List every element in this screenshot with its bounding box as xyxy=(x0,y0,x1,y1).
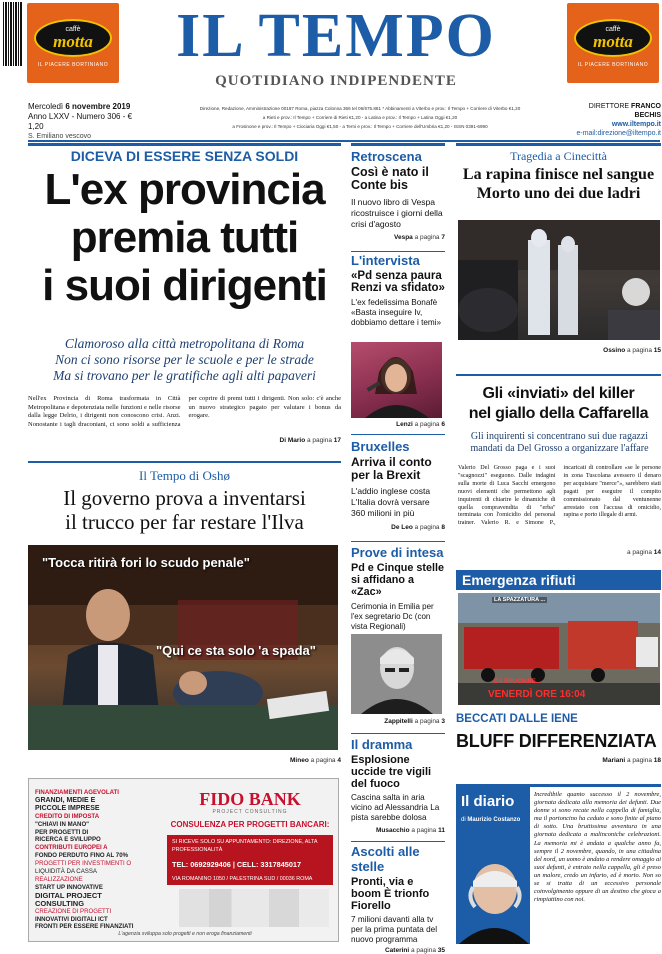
retroscena-title: Così è nato il Conte bis xyxy=(351,165,429,192)
saint-of-day: S. Emiliano vescovo xyxy=(28,133,92,140)
page-label: a pagina xyxy=(414,421,440,428)
lead-headline-line: premia tutti xyxy=(70,213,299,262)
page-label: a pagina xyxy=(627,757,652,764)
lead-deck-line: Clamoroso alla città metropolitana di Roma xyxy=(64,336,305,351)
page-label: a pagina xyxy=(310,757,336,764)
rifiuti-photo-caption-1: DA BRUCIARE... xyxy=(494,679,541,685)
motta-brand-text: motta xyxy=(593,31,633,51)
caffarella-page-number: 14 xyxy=(653,549,661,556)
rifiuti-section-banner: Emergenza rifiuti xyxy=(456,570,661,590)
fido-brand: FIDO BANK xyxy=(199,789,301,809)
lead-kicker: DICEVA DI ESSERE SENZA SOLDI xyxy=(70,148,299,164)
intesa-title: Pd e Cinque stelle si affidano a «Zac» xyxy=(351,562,444,598)
page-label: a pagina xyxy=(411,827,437,834)
bruxelles-title: Arriva il conto per la Brexit xyxy=(351,455,432,482)
diario-box[interactable] xyxy=(456,784,661,944)
page-label: a pagina xyxy=(414,524,440,531)
rifiuti-photo[interactable] xyxy=(458,593,660,705)
ilva-page-number: 4 xyxy=(337,757,341,764)
lead-pageref[interactable] xyxy=(200,437,341,444)
divider xyxy=(351,434,445,435)
fido-line: FRONTI PER ESSERE FINANZIATI xyxy=(35,923,134,931)
director-label: DIRETTORE xyxy=(588,103,630,110)
lead-headline-line: i suoi dirigenti xyxy=(42,261,327,310)
cinecitta-author: Ossino xyxy=(603,347,626,354)
ilva-headline[interactable] xyxy=(28,486,341,534)
rifiuti-page-number: 18 xyxy=(653,757,661,764)
bruxelles-body: L'addio inglese costa L'Italia dovrà versare 360 milioni in più xyxy=(351,486,431,518)
fido-line: REALIZZAZIONE xyxy=(35,875,83,883)
fido-phone[interactable]: TEL: 0692929406 | CELL: 3317845017 xyxy=(172,860,302,869)
edition-info xyxy=(28,102,148,141)
caffarella-deck: Gli inquirenti si concentrano sui due ragazzi mandati da Del Grosso a organizzare l'affare xyxy=(470,431,649,454)
divider xyxy=(351,251,445,252)
address-line-2: a Rieti e prov.: Il Tempo + Corriere di Rieti €1,20 - a Latina e prov.: Il Tempo + Latina Oggi €1,20 xyxy=(262,115,458,120)
lead-deck-line: Ma si trovano per le gratifiche agli alti papaveri xyxy=(53,368,316,383)
website-link[interactable]: www.iltempo.it xyxy=(611,121,661,128)
rifiuti-headline[interactable]: BLUFF DIFFERENZIATA xyxy=(456,731,657,751)
caffarella-top-rule xyxy=(456,374,661,376)
diario-byline xyxy=(461,817,529,823)
masthead-address xyxy=(160,104,560,131)
retroscena-page-number: 7 xyxy=(441,234,445,241)
barcode-number xyxy=(1,67,25,73)
divider xyxy=(351,541,445,542)
retroscena-body: Il nuovo libro di Vespa ricostruisce i giorni della crisi d'agosto xyxy=(351,197,443,229)
forensic-scene-illustration xyxy=(458,220,660,340)
middle-column-top-rule xyxy=(351,143,445,146)
retroscena-item[interactable] xyxy=(351,149,445,241)
lead-author: Di Mario xyxy=(279,437,306,444)
fido-brand-sub: PROJECT CONSULTING xyxy=(212,809,288,815)
issue-number: Anno LXXV - Numero 306 - € 1,20 xyxy=(28,112,133,131)
fido-line: INNOVATIVI DIGITALI ICT xyxy=(35,915,108,923)
lead-body: Nell'ex Provincia di Roma trasformata in Città Metropolitana e depotenziata nelle funzioni e nelle risorse dalla legge Delrio, i dirigenti non conoscono crisi. Anzi. Nonostante i tagli draconiani, ci sono soldi a sufficienza per coprire di premi tutti i dirigenti. Non solo: c'è anche un nuovo strategico pagato per valutare i bonus da erogare. xyxy=(28,395,341,428)
intesa-body: Cerimonia in Emilia per l'ex segretario Dc (con vista Regionali) xyxy=(351,602,434,631)
issue-date: 6 novembre 2019 xyxy=(65,102,131,111)
motta-tagline: IL PIACERE BORTINIANO xyxy=(577,61,649,68)
bruxelles-item[interactable] xyxy=(351,439,445,531)
retroscena-section: Retroscena xyxy=(351,149,422,164)
intervista-section: L'intervista xyxy=(351,253,420,268)
retroscena-author: Vespa xyxy=(394,234,413,241)
intervista-item[interactable] xyxy=(351,253,445,328)
caffarella-headline[interactable] xyxy=(456,384,661,424)
ilva-author: Mineo xyxy=(290,757,309,764)
cinecitta-headline-line: Morto uno dei due ladri xyxy=(476,185,641,202)
fido-line: "CHIAVI IN MANO" xyxy=(35,820,90,828)
ascolti-author: Caterini xyxy=(384,947,410,954)
cinecitta-kicker: Tragedia a Cinecittà xyxy=(510,149,607,163)
dramma-section: Il dramma xyxy=(351,737,413,752)
intervista-title: «Pd senza paura Renzi va sfidato» xyxy=(351,270,445,294)
cinecitta-page-number: 15 xyxy=(653,347,661,354)
motta-caffe-text: caffè xyxy=(605,25,621,33)
fido-line: FINANZIAMENTI AGEVOLATI xyxy=(35,789,119,796)
address-line-3: a Frosinone e prov.: Il Tempo + Ciociaria Oggi €1,50 - a Terni e prov.: Il Tempo + Corriere dell'Umbria €1,20 - ISSN 0391-6990 xyxy=(232,124,488,129)
masthead-rule xyxy=(28,140,660,142)
intesa-author: Zappitelli xyxy=(384,718,413,725)
right-column-top-rule xyxy=(456,143,661,146)
bonafe-photo[interactable] xyxy=(351,342,442,418)
caffarella-pageref[interactable] xyxy=(456,549,661,556)
director-name: FRANCO BECHIS xyxy=(631,103,661,119)
masthead-title[interactable]: IL TEMPO xyxy=(176,2,496,70)
fido-buildings-graphic xyxy=(179,889,329,927)
fido-left-column xyxy=(35,789,155,931)
motta-logo xyxy=(574,19,652,57)
ascolti-section: Ascolti alle stelle xyxy=(351,844,420,874)
fido-line: CREAZIONE DI PROGETTI xyxy=(35,907,112,915)
dramma-page-number: 11 xyxy=(438,827,445,834)
diario-body: Incredibile quanto successo il 2 novembre, giornata dedicata alla memoria dei defunti. Due donne si sono recate nella cappella di famiglia, ma il portoncino ha ceduto e sono finite al piano di sotto. Una bruttissima avventura in una giornata dedicata a malinconiche celebrazioni. La memoria mi è andata a qualche anno fa, sempre il 2 novembre, quando, in una cittadina del nord, un uomo è andato a rendere omaggio ai suoi defunti, è entrato nella cappella, gli è preso un malore, credo un infarto, ed è morto. Non so se si tratta di un eccessivo personale coinvolgimento oppure di un destino che gioca a rimpiattino con noi. xyxy=(534,791,661,904)
fido-line: CONSULTING xyxy=(35,898,85,908)
director-box xyxy=(565,102,661,138)
page-label: a pagina xyxy=(414,234,440,241)
fido-line: CONTRIBUTI EUROPEI A xyxy=(35,844,108,852)
ilva-headline-line: il trucco per far restare l'Ilva xyxy=(65,510,304,534)
rifiuti-photo-timestamp: VENERDÌ ORE 16:04 xyxy=(488,689,586,700)
fido-address: VIA ROMANINO 1050 / PALESTRINA SUD / 00036 ROMA xyxy=(172,876,313,882)
rifiuti-kicker: BECCATI DALLE IENE xyxy=(456,713,578,725)
diario-section: Il diario xyxy=(461,793,515,810)
rifiuti-photo-caption-top: LA SPAZZATURA ... xyxy=(494,597,546,603)
lead-page-number: 17 xyxy=(333,437,341,444)
fido-line: DIGITAL PROJECT xyxy=(35,890,102,900)
fido-headline: CONSULENZA PER PROGETTI BANCARI: xyxy=(170,820,330,829)
intesa-pageref[interactable] xyxy=(351,718,445,725)
page-label: a pagina xyxy=(411,947,436,954)
ascolti-title: Pronti, via e boom È trionfo Fiorello xyxy=(351,876,430,912)
motta-ad-right[interactable] xyxy=(567,3,659,83)
intervista-author: Lenzi xyxy=(396,421,413,428)
fido-line: CREDITO DI IMPOSTA xyxy=(35,812,100,820)
fido-line: PROGETTI PER INVESTIMENTI O xyxy=(35,860,132,868)
fido-band-text: SI RICEVE SOLO SU APPUNTAMENTO: DIREZIONE, ALTA PROFESSIONALITÀ xyxy=(172,839,318,853)
fido-line: RICERCA E SVILUPPO xyxy=(35,836,101,844)
fido-bank-ad[interactable] xyxy=(28,778,339,942)
caffarella-headline-line: nel giallo della Caffarella xyxy=(468,405,649,422)
fido-line: START UP INNOVATIVE xyxy=(35,883,103,891)
cinecitta-photo[interactable] xyxy=(458,220,660,340)
page-label: a pagina xyxy=(307,437,332,444)
fido-line: FONDO PERDUTO FINO AL 70% xyxy=(35,852,128,860)
lead-top-rule xyxy=(28,143,341,146)
ilva-quote-2: "Qui ce sta solo 'a spada" xyxy=(156,643,316,658)
dramma-body: Cascina salta in aria vicino ad Alessandria La pista sarebbe dolosa xyxy=(351,793,440,822)
woman-portrait-illustration xyxy=(351,342,442,418)
ascolti-page-number: 35 xyxy=(437,947,445,954)
rifiuti-pageref[interactable] xyxy=(456,757,661,764)
fido-red-panel xyxy=(167,835,333,885)
diario-sidebar xyxy=(456,787,530,944)
cinecitta-headline-line: La rapina finisce nel sangue xyxy=(462,166,655,183)
dramma-author: Musacchio xyxy=(375,827,410,834)
motta-tagline: IL PIACERE BORTINIANO xyxy=(37,61,109,68)
bruxelles-section: Bruxelles xyxy=(351,439,410,454)
rifiuti-author: Mariani xyxy=(602,757,626,764)
address-line: Direzione, Redazione, Amministrazione 00187 Roma, piazza Colonna 366 tel 06/675.881 * Abbinamenti a Viterbo e prov.: Il Tempo + Corriere di Viterbo €1,20 xyxy=(199,106,521,111)
cinecitta-pageref[interactable] xyxy=(456,347,661,354)
email-link[interactable]: e-mail:direzione@iltempo.it xyxy=(576,130,661,137)
intervista-body: L'ex fedelissima Bonafè «Basta inseguire Iv, dobbiamo dettare i temi» xyxy=(351,298,442,327)
cinecitta-headline[interactable] xyxy=(456,165,661,203)
motta-caffe-text: caffè xyxy=(65,25,81,33)
fido-line: PICCOLE IMPRESE xyxy=(35,804,100,812)
caffarella-body: Valerio Del Grosso paga e i suoi "scagnozzi" eseguono. Dalle indagini sulla morte di Luca Sacchi emergono nuovi elementi che permettono agli inquirenti di chiarire le dinamiche di quella compravendita di "erba" terminata con l'omicidio del personal trainer. Valerio R. e Simone P., incaricati di controllare «se le persone in zona Tuscolana avessero il denaro per acquistare "merce"», sarebbero stati pagati per eseguire il compito commissionato dal ventunenne arrestato con l'accusa di omicidio, rapina e porto illegale di armi. xyxy=(458,465,661,527)
ascolti-body: 7 milioni davanti alla tv per la prima puntata del nuovo programma xyxy=(351,915,438,944)
lead-deck xyxy=(28,336,341,384)
ilva-cartoon-photo[interactable] xyxy=(28,545,338,750)
ilva-quote-1: "Tocca ritirà fori lo scudo penale" xyxy=(42,555,250,570)
divider xyxy=(351,841,445,842)
page-label: a pagina xyxy=(627,549,652,556)
intesa-item[interactable] xyxy=(351,545,445,632)
fido-line: GRANDI, MEDIE E xyxy=(35,796,96,804)
fido-line: LIQUIDITÀ DA CASSA xyxy=(35,868,97,876)
ilva-kicker: Il Tempo di Oshø xyxy=(139,468,230,483)
bruxelles-author: De Leo xyxy=(391,524,413,531)
masthead-subtitle: QUOTIDIANO INDIPENDENTE xyxy=(215,73,457,89)
intesa-section: Prove di intesa xyxy=(351,545,444,560)
fido-line: PER PROGETTI DI xyxy=(35,828,89,836)
lead-headline[interactable] xyxy=(28,166,341,310)
man-portrait-illustration xyxy=(351,634,442,714)
motta-brand-text: motta xyxy=(53,31,93,51)
intesa-page-number: 3 xyxy=(441,718,445,725)
divider xyxy=(351,733,445,734)
date-prefix: Mercoledì xyxy=(28,102,64,111)
intervista-pageref[interactable] xyxy=(351,421,445,428)
dramma-title: Esplosione uccide tre vigili del fuoco xyxy=(351,754,432,790)
lead-headline-line: L'ex provincia xyxy=(44,165,325,214)
ilva-pageref[interactable] xyxy=(200,757,341,764)
ascolti-item[interactable] xyxy=(351,844,445,954)
ilva-top-rule xyxy=(28,461,341,463)
costanzo-portrait-illustration xyxy=(459,857,529,944)
lead-deck-line: Non ci sono risorse per le scuole e per le strade xyxy=(55,352,314,367)
dramma-item[interactable] xyxy=(351,737,445,834)
motta-logo xyxy=(34,19,112,57)
fido-footer: L'agenzia sviluppa solo progetti e non eroga finanziamenti xyxy=(118,931,252,937)
page-label: a pagina xyxy=(627,347,652,354)
caffarella-headline-line: Gli «inviati» del killer xyxy=(482,385,635,402)
motta-ad-left[interactable] xyxy=(27,3,119,83)
zaccagnini-photo[interactable] xyxy=(351,634,442,714)
intervista-page-number: 6 xyxy=(441,421,445,428)
diario-author: Maurizio Costanzo xyxy=(467,817,521,823)
barcode xyxy=(3,2,23,66)
bruxelles-page-number: 8 xyxy=(441,524,445,531)
ilva-headline-line: Il governo prova a inventarsi xyxy=(63,486,306,510)
byline-prefix: di xyxy=(461,817,466,823)
page-label: a pagina xyxy=(414,718,440,725)
